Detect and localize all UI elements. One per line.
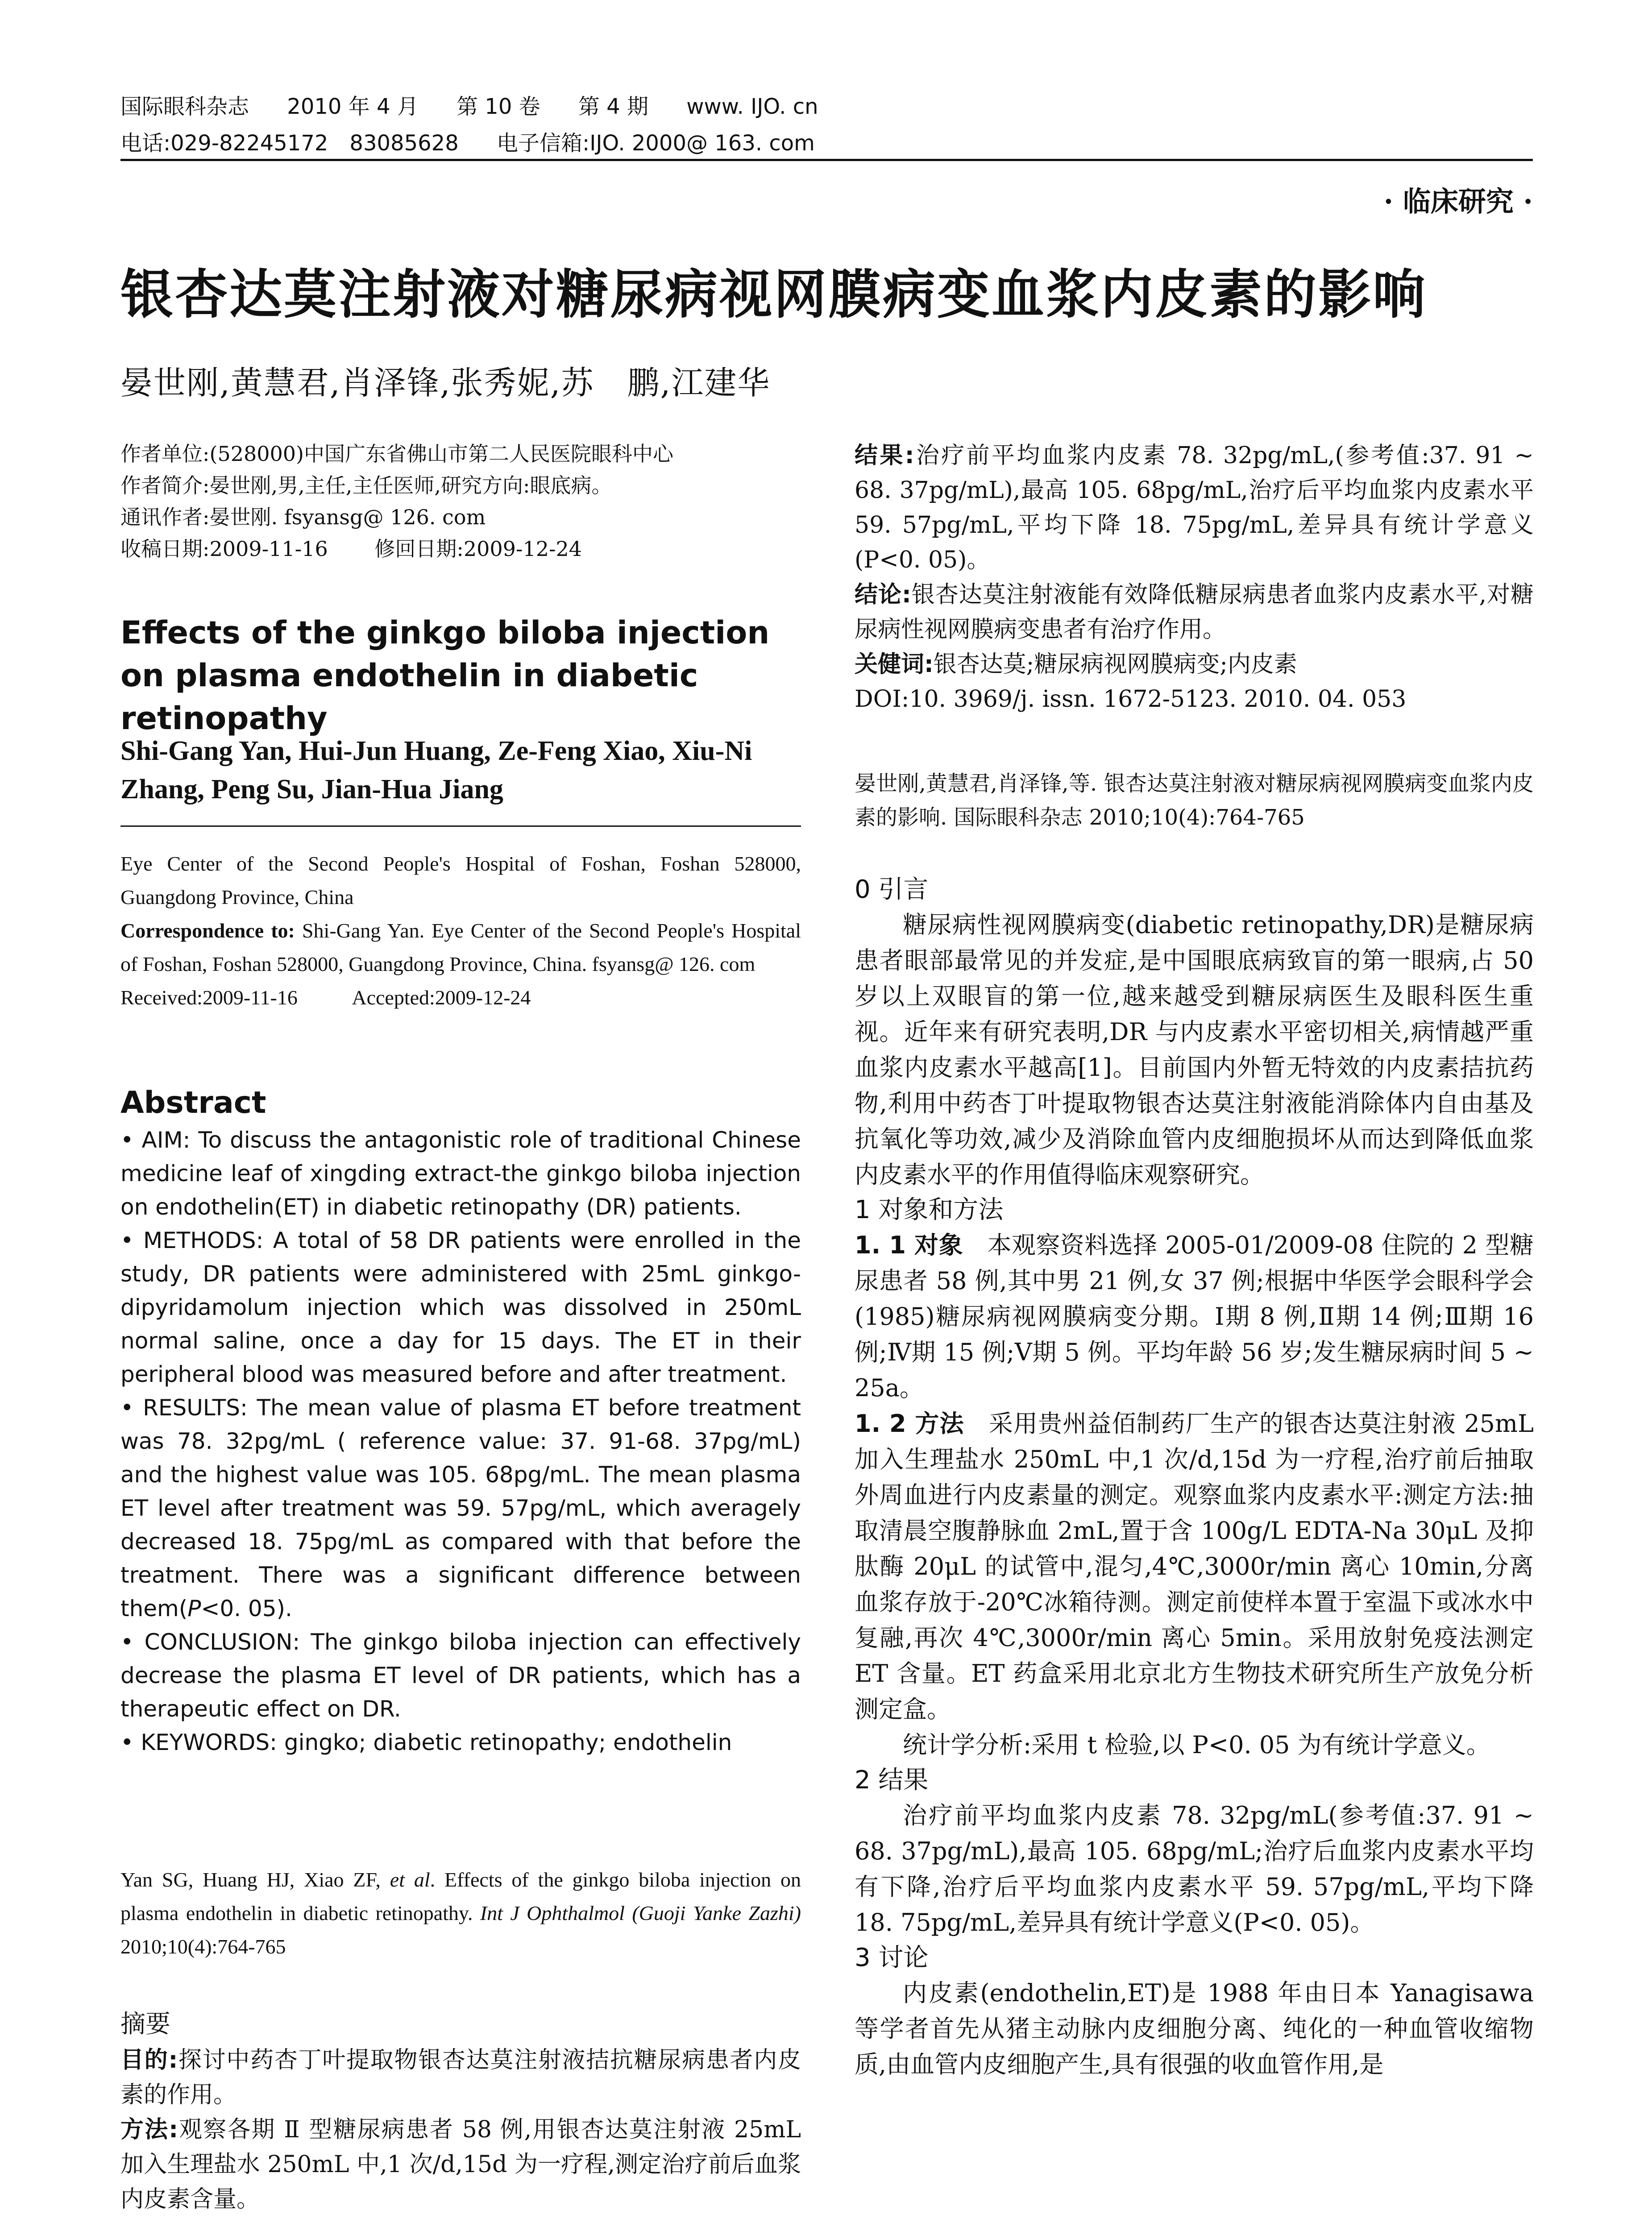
abstract-conclusion [120,1626,801,1726]
zh-methods [120,2112,801,2217]
zh-abstract-heading: 摘要 [120,2010,170,2039]
author-list: 晏世刚,黄慧君,肖泽锋,张秀妮,苏 鹏,江建华 [120,364,771,402]
methods-text: A total of 58 DR patients were enrolled in the study, DR patients were administered with 25mL ginkgo-dipyridamolum injection which was dissolved in 250mL normal saline, once a day for 15 days. The ET in their peripheral blood was measured before and after treatment. [120,1227,801,1387]
results-label: • RESULTS: [120,1395,248,1421]
p-symbol: P [187,1596,201,1621]
citation-en [120,1863,801,1963]
zh-aim [120,2043,801,2112]
zh-results [855,438,1534,577]
zh-results-text: 治疗前平均血浆内皮素 78. 32pg/mL,(参考值:37. 91 ~ 68. 37pg/mL),最高 105. 68pg/mL,治疗后平均血浆内皮素水平 59. 57pg/mL,平均下降 18. 75pg/mL,差异具有统计学意义(P<0. 05)。 [855,442,1534,573]
section-1-1-text: 本观察资料选择 2005-01/2009-08 住院的 2 型糖尿患者 58 例,其中男 21 例,女 37 例;根据中华医学会眼科学会(1985)糖尿病视网膜病变分期。Ⅰ期 8 例,Ⅱ期 14 例;Ⅲ期 16 例;Ⅳ期 15 例;Ⅴ期 5 例。平均年龄 56 岁;发生糖尿病时间 5 ~ 25a。 [855,1231,1534,1402]
journal-header-line2 [120,126,846,157]
citation-authors: Yan SG, Huang HJ, Xiao ZF, [120,1868,381,1891]
english-affiliation [120,847,801,1014]
abstract-methods [120,1224,801,1391]
corresponding-author: 通讯作者:晏世刚. fsyansg@ 126. com [120,505,486,529]
affiliation-text: Eye Center of the Second People's Hospital of Foshan, Foshan 528000, Guangdong Province, China [120,852,801,908]
revised-date: 修回日期:2009-12-24 [374,537,582,561]
section-1-1 [855,1227,1534,1406]
section-label: · 临床研究 · [1383,185,1533,218]
section-0-heading: 0 引言 [855,875,929,904]
methods-label: • METHODS: [120,1227,264,1253]
citation-title: . Effects of the ginkgo biloba injection on plasma endothelin in diabetic retinopathy. [120,1868,801,1924]
keywords-text: gingko; diabetic retinopathy; endothelin [277,1729,732,1755]
english-authors: Shi-Gang Yan, Hui-Jun Huang, Ze-Feng Xiao, Xiu-Ni Zhang, Peng Su, Jian-Hua Jiang [120,736,752,804]
conclusion-text: The ginkgo biloba injection can effectively decrease the plasma ET level of DR patients, which has a therapeutic effect on DR. [120,1629,801,1722]
article-title: 银杏达莫注射液对糖尿病视网膜病变血浆内皮素的影响 [120,263,1428,325]
zh-conclusion-label: 结论: [855,581,911,608]
abstract-aim [120,1124,801,1224]
section-0-text: 糖尿病性视网膜病变(diabetic retinopathy,DR)是糖尿病患者眼部最常见的并发症,是中国眼底病致盲的第一眼病,占 50 岁以上双眼盲的第一位,越来越受到糖尿病医生及眼科医生重视。近年来有研究表明,DR 与内皮素水平密切相关,病情越严重血浆内皮素水平越高[1]。目前国内外暂无特效的内皮素拮抗药物,利用中药杏丁叶提取物银杏达莫注射液能消除体内自由基及抗氧化等功效,减少及消除血管内皮细胞损坏从而达到降低血浆内皮素水平的作用值得临床观察研究。 [855,911,1534,1189]
citation-volume: 2010;10(4):764-765 [120,1935,286,1958]
section-3-heading: 3 讨论 [855,1943,929,1972]
correspondence-text: Shi-Gang Yan. Eye Center of the Second People's Hospital of Foshan, Foshan 528000, Guangdong Province, China. fsyansg@ 126. com [120,919,801,975]
english-title: Effects of the ginkgo biloba injection on plasma endothelin in diabetic retinopathy [120,614,770,737]
citation-zh: 晏世刚,黄慧君,肖泽锋,等. 银杏达莫注射液对糖尿病视网膜病变血浆内皮素的影响. 国际眼科杂志 2010;10(4):764-765 [855,771,1534,830]
email: 电子信箱:IJO. 2000@ 163. com [497,131,815,156]
zh-aim-label: 目的: [120,2047,178,2073]
section-1-2-label: 1. 2 方法 [855,1410,964,1438]
aim-text: To discuss the antagonistic role of traditional Chinese medicine leaf of xingding extract-the ginkgo biloba injection on endothelin(ET) in diabetic retinopathy (DR) patients. [120,1127,801,1220]
section-2-text: 治疗前平均血浆内皮素 78. 32pg/mL(参考值:37. 91 ~ 68. 37pg/mL),最高 105. 68pg/mL;治疗后血浆内皮素水平均有下降,治疗后平均血浆内皮素水平 59. 57pg/mL,平均下降 18. 75pg/mL,差异具有统计学意义(P<0. 05)。 [855,1801,1534,1937]
dates-en [120,981,801,1014]
header-rule [120,159,1533,161]
zh-aim-text: 探讨中药杏丁叶提取物银杏达莫注射液拮抗糖尿病患者内皮素的作用。 [120,2047,801,2108]
author-unit: 作者单位:(528000)中国广东省佛山市第二人民医院眼科中心 [120,442,673,466]
correspondence-label: Correspondence to: [120,919,295,942]
results-text: The mean value of plasma ET before treatment was 78. 32pg/mL ( reference value: 37. 91-68. 37pg/mL) and the highest value was 105. 68pg/mL. The mean plasma ET level after treatment was 59. 57pg/mL, which averagely decreased 18. 75pg/mL as compared with that before the treatment. There was a significant difference between them( [120,1395,801,1621]
volume: 第 10 卷 [457,94,540,119]
section-1-1-label: 1. 1 对象 [855,1231,963,1259]
aim-label: • AIM: [120,1127,191,1153]
zh-keywords-label: 关健词: [855,651,934,678]
zh-results-label: 结果: [855,442,914,469]
section-3-text: 内皮素(endothelin,ET)是 1988 年由日本 Yanagisawa 等学者首先从猪主动脉内皮细胞分离、纯化的一种血管收缩物质,由血管内皮细胞产生,具有很强的收血管作用,是 [855,1979,1534,2078]
journal-header-line1 [120,89,850,120]
results-end: <0. 05). [201,1596,292,1621]
zh-abstract-right [855,438,1534,717]
correspondence [120,914,801,981]
citation-journal: Int J Ophthalmol (Guoji Yanke Zazhi) [473,1902,801,1924]
zh-keywords [855,647,1534,682]
issue-date: 2010 年 4 月 [287,94,419,119]
issue: 第 4 期 [578,94,648,119]
keywords-label: • KEYWORDS: [120,1729,277,1755]
article-body [855,872,1534,2082]
statistics-text: 统计学分析:采用 t 检验,以 P<0. 05 为有统计学意义。 [903,1731,1490,1759]
zh-methods-text: 观察各期 Ⅱ 型糖尿病患者 58 例,用银杏达莫注射液 25mL 加入生理盐水 250mL 中,1 次/d,15d 为一疗程,测定治疗前后血浆内皮素含量。 [120,2116,801,2213]
section-2-heading: 2 结果 [855,1766,929,1795]
citation-etal: et al [380,1868,430,1891]
received-date: 收稿日期:2009-11-16 [120,537,328,561]
dates-zh [120,533,801,565]
website: www. IJO. cn [686,94,818,119]
conclusion-label: • CONCLUSION: [120,1629,300,1655]
received-en: Received:2009-11-16 [120,986,298,1009]
zh-keywords-text: 银杏达莫;糖尿病视网膜病变;内皮素 [933,651,1297,678]
abstract-results [120,1391,801,1626]
abstract-heading: Abstract [120,1085,266,1120]
zh-conclusion [855,577,1534,647]
author-bio: 作者简介:晏世刚,男,主任,主任医师,研究方向:眼底病。 [120,473,612,498]
phone: 电话:029-82245172 83085628 [120,131,459,156]
abstract-body [120,1124,801,1759]
section-1-2-text: 采用贵州益佰制药厂生产的银杏达莫注射液 25mL 加入生理盐水 250mL 中,1 次/d,15d 为一疗程,治疗前后抽取外周血进行内皮素量的测定。观察血浆内皮素水平:测定方法:抽取清晨空腹静脉血 2mL,置于含 100g/L EDTA-Na 30μL 及抑肽酶 20μL 的试管中,混匀,4℃,3000r/min 离心 10min,分离血浆存放于-20℃冰箱待测。测定前使样本置于室温下或冰水中复融,再次 4℃,3000r/min 离心 5min。采用放射免疫法测定 ET 含量。ET 药盒采用北京北方生物技术研究所生产放免分析测定盒。 [855,1410,1534,1723]
zh-abstract-left [120,2043,801,2217]
section-1-2 [855,1406,1534,1727]
abstract-keywords [120,1726,801,1759]
accepted-en: Accepted:2009-12-24 [352,986,531,1009]
author-info-zh [120,438,801,565]
doi: DOI:10. 3969/j. issn. 1672-5123. 2010. 04. 053 [855,686,1407,713]
author-rule [120,825,801,827]
zh-conclusion-text: 银杏达莫注射液能有效降低糖尿病患者血浆内皮素水平,对糖尿病性视网膜病变患者有治疗作用。 [855,581,1534,643]
zh-methods-label: 方法: [120,2116,178,2143]
journal-name: 国际眼科杂志 [120,94,249,119]
section-1-heading: 1 对象和方法 [855,1195,1004,1224]
